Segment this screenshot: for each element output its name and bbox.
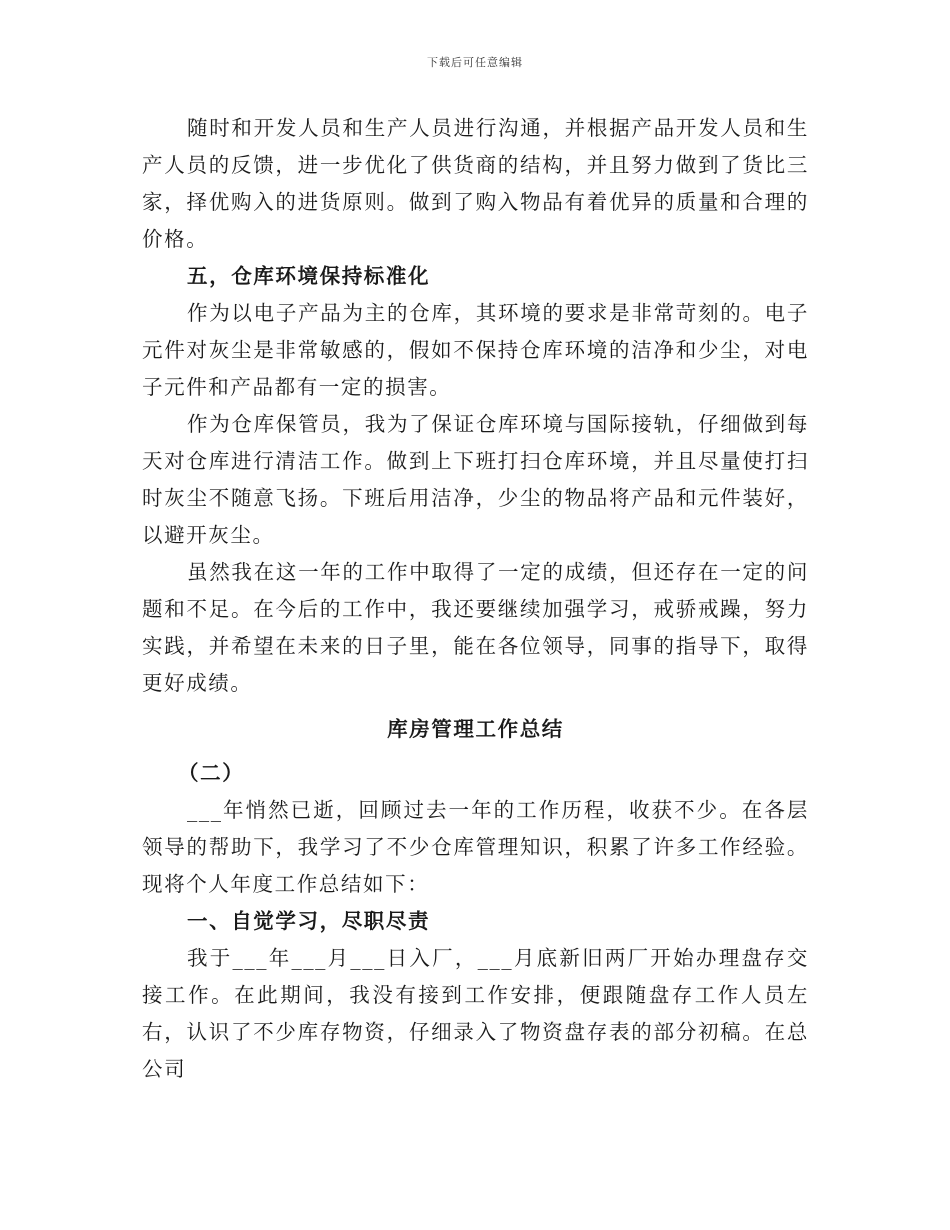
document-subtitle: （二） — [178, 761, 245, 785]
paragraph-cleaning: 作为仓库保管员，我为了保证仓库环境与国际接轨，仔细做到每天对仓库进行清洁工作。做到上下班打扫仓库环境，并且尽量使打扫时灰尘不随意飞扬。下班后用洁净，少尘的物品将产品和元件装好，以避开灰尘。 — [142, 412, 809, 547]
heading-section-five: 五，仓库环境保持标准化 — [187, 264, 431, 288]
paragraph-conclusion: 虽然我在这一年的工作中取得了一定的成绩，但还存在一定的问题和不足。在今后的工作中，我还要继续加强学习，戒骄戒躁，努力实践，并希望在未来的日子里，能在各位领导，同事的指导下，取得更好成绩。 — [142, 560, 809, 695]
paragraph-environment: 作为以电子产品为主的仓库，其环境的要求是非常苛刻的。电子元件对灰尘是非常敏感的，假如不保持仓库环境的洁净和少尘，对电子元件和产品都有一定的损害。 — [142, 301, 809, 399]
header-note: 下载后可任意编辑 — [427, 56, 523, 69]
document-title: 库房管理工作总结 — [387, 717, 564, 741]
paragraph-supplier: 随时和开发人员和生产人员进行沟通，并根据产品开发人员和生产人员的反馈，进一步优化了供货商的结构，并且努力做到了货比三家，择优购入的进货原则。做到了购入物品有着优异的质量和合理的价格。 — [142, 116, 809, 251]
heading-section-one: 一、自觉学习，尽职尽责 — [187, 909, 431, 933]
paragraph-joining: 我于___年___月___日入厂，___月底新旧两厂开始办理盘存交接工作。在此期间，我没有接到工作安排，便跟随盘存工作人员左右，认识了不少库存物资，仔细录入了物资盘存表的部分初稿。在总公司 — [142, 946, 809, 1081]
document-body — [142, 110, 809, 1088]
paragraph-intro: ___年悄然已逝，回顾过去一年的工作历程，收获不少。在各层领导的帮助下，我学习了不少仓库管理知识，积累了许多工作经验。现将个人年度工作总结如下： — [142, 798, 809, 896]
